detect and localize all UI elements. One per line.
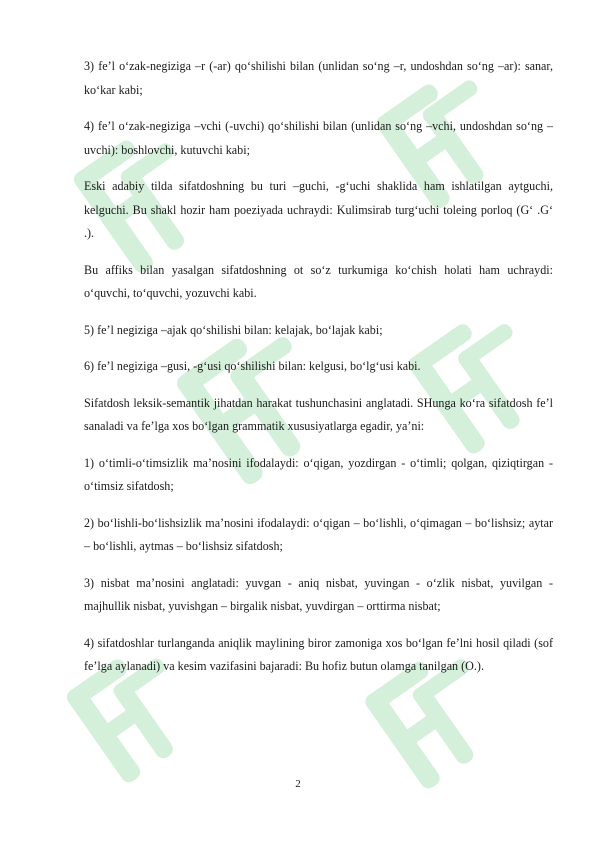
paragraph-9: 2) bo‘lishli-bo‘lishsizlik ma’nosini ifodalaydi: o‘qigan – bo‘lishli, o‘qimagan – bo‘lishsiz; aytar – bo‘lishli, aytmas – bo‘lishsiz sifatdosh; xyxy=(84,515,553,553)
document-body xyxy=(84,55,553,692)
paragraph-1: 3) fe’l o‘zak-negiziga –r (-ar) qo‘shilishi bilan (unlidan so‘ng –r, undoshdan so‘ng –ar): sanar, ko‘kar kabi; xyxy=(84,59,553,97)
paragraph-7: Sifatdosh leksik-semantik jihatdan harakat tushunchasini anglatadi. SHunga ko‘ra sifatdosh fe’l sanaladi va fe’lga xos bo‘lgan grammatik xususiyatlarga egadir, ya’ni: xyxy=(84,395,553,433)
page-number: 2 xyxy=(295,778,301,790)
paragraph-10: 3) nisbat ma’nosini anglatadi: yuvgan - aniq nisbat, yuvingan - o‘zlik nisbat, yuvilgan - majhullik nisbat, yuvishgan – birgalik nisbat, yuvdirgan – orttirma nisbat; xyxy=(84,575,553,613)
paragraph-11: 4) sifatdoshlar turlanganda aniqlik maylining biror zamoniga xos bo‘lgan fe’lni hosil qiladi (sof fe’lga aylanadi) va kesim vazifasini bajaradi: Bu hofiz butun olamga tanilgan (O.). xyxy=(84,635,553,673)
paragraph-6: 6) fe’l negiziga –gusi, -g‘usi qo‘shilishi bilan: kelgusi, bo‘lg‘usi kabi. xyxy=(84,359,421,373)
paragraph-5: 5) fe’l negiziga –ajak qo‘shilishi bilan: kelajak, bo‘lajak kabi; xyxy=(84,322,383,337)
paragraph-8: 1) o‘timli-o‘timsizlik ma’nosini ifodalaydi: o‘qigan, yozdirgan - o‘timli; qolgan, qiziqtirgan - o‘timsiz sifatdosh; xyxy=(84,455,553,493)
paragraph-4: Bu affiks bilan yasalgan sifatdoshning ot so‘z turkumiga ko‘chish holati ham uchraydi: o‘quvchi, to‘quvchi, yozuvchi kabi. xyxy=(84,262,553,300)
paragraph-2: 4) fe’l o‘zak-negiziga –vchi (-uvchi) qo‘shilishi bilan (unlidan so‘ng –vchi, undoshdan so‘ng –uvchi): boshlovchi, kutuvchi kabi; xyxy=(84,119,553,157)
paragraph-3: Eski adabiy tilda sifatdoshning bu turi –guchi, -g‘uchi shaklida ham ishlatilgan aytguchi, kelguchi. Bu shakl hozir ham poeziyada uchraydi: Kulimsirab turg‘uchi toleing porloq (G‘ .G‘ .). xyxy=(84,179,553,240)
